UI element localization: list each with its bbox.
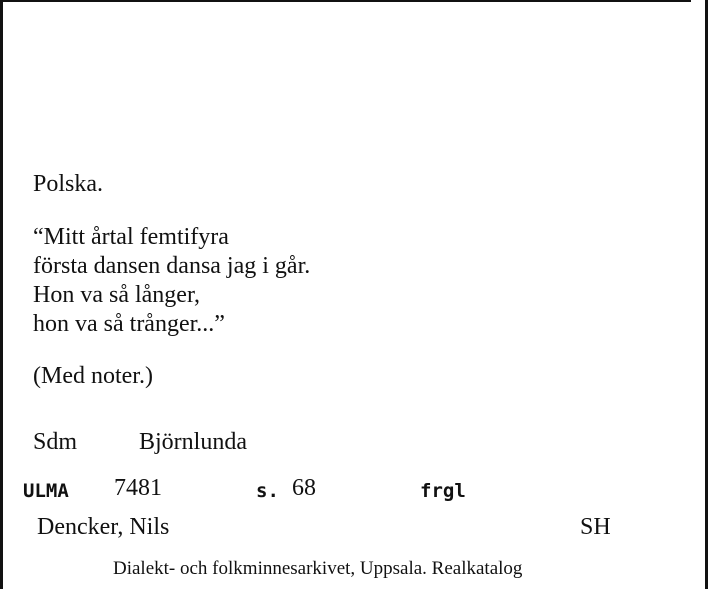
card-border-left	[0, 0, 3, 589]
card-heading: Polska.	[33, 171, 104, 197]
place-name: Björnlunda	[139, 429, 247, 455]
verse-line-3: Hon va så långer,	[33, 282, 200, 308]
archive-number: 7481	[114, 475, 162, 501]
page-number: 68	[292, 475, 316, 501]
archive-label: ULMA	[23, 480, 69, 502]
footer-text: Dialekt- och folkminnesarkivet, Uppsala. Realkatalog	[113, 558, 523, 579]
verse-line-1: “Mitt årtal femtifyra	[33, 224, 229, 250]
category-code: frgl	[420, 480, 466, 502]
card-border-top	[0, 0, 691, 2]
card-border-right	[705, 0, 708, 589]
verse-line-4: hon va så trånger...”	[33, 311, 225, 337]
collector-name: Dencker, Nils	[37, 514, 170, 540]
initials: SH	[580, 514, 611, 540]
note-text: (Med noter.)	[33, 363, 153, 389]
verse-line-2: första dansen dansa jag i går.	[33, 253, 311, 279]
province-code: Sdm	[33, 429, 78, 455]
page-label: s.	[256, 480, 279, 502]
